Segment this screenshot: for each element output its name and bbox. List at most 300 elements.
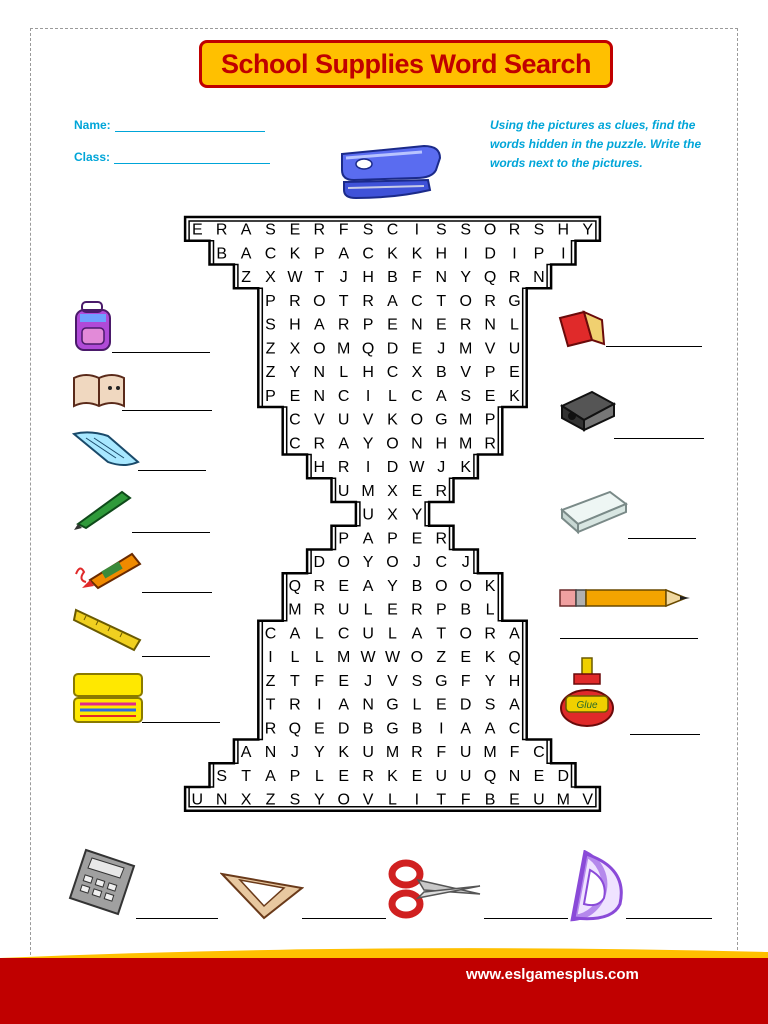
footer-band [0, 958, 768, 1024]
grid-letter[interactable]: G [508, 292, 521, 310]
grid-letter[interactable]: R [289, 696, 301, 714]
grid-letter[interactable]: B [460, 601, 472, 619]
grid-letter[interactable]: X [411, 364, 423, 382]
grid-letter[interactable]: C [289, 411, 301, 429]
grid-letter[interactable]: I [414, 221, 420, 239]
grid-letter[interactable]: P [387, 530, 398, 548]
grid-letter[interactable]: Z [265, 791, 276, 809]
grid-letter[interactable]: P [484, 411, 496, 429]
grid-letter[interactable]: H [362, 364, 374, 382]
grid-letter[interactable]: C [362, 245, 374, 263]
grid-letter[interactable]: N [435, 269, 448, 287]
grid-letter[interactable]: G [386, 720, 399, 738]
grid-letter[interactable]: R [264, 720, 277, 738]
grid-letter[interactable]: L [339, 364, 349, 382]
grid-letter[interactable]: O [459, 625, 472, 643]
grid-letter[interactable]: B [484, 791, 496, 809]
grid-letter[interactable]: R [313, 221, 326, 239]
grid-letter[interactable]: L [363, 601, 373, 619]
grid-letter[interactable]: N [362, 696, 374, 714]
answer-line-crayon[interactable] [142, 592, 212, 593]
grid-letter[interactable]: D [386, 340, 399, 358]
pencil-icon [558, 586, 694, 610]
grid-letter[interactable]: P [289, 767, 301, 785]
grid-letter[interactable]: R [313, 601, 326, 619]
grid-letter[interactable]: L [314, 649, 324, 667]
grid-letter[interactable]: Y [313, 791, 325, 809]
grid-letter[interactable]: G [386, 696, 399, 714]
grid-letter[interactable]: R [362, 767, 374, 785]
book-icon [72, 372, 126, 410]
grid-letter[interactable]: O [459, 577, 472, 595]
grid-letter[interactable]: Y [313, 744, 325, 762]
grid-letter[interactable]: C [386, 364, 399, 382]
grid-letter[interactable]: T [314, 269, 325, 287]
grid-letter[interactable]: B [216, 245, 228, 263]
grid-letter[interactable]: R [435, 482, 448, 500]
grid-letter[interactable]: C [411, 292, 423, 310]
pen-icon [72, 486, 134, 530]
grid-letter[interactable]: K [387, 411, 398, 429]
grid-letter[interactable]: A [240, 245, 252, 263]
grid-letter[interactable]: J [437, 459, 446, 477]
grid-letter[interactable]: C [289, 435, 301, 453]
triangle-icon [220, 862, 304, 920]
grid-letter[interactable]: V [460, 364, 472, 382]
grid-letter[interactable]: P [484, 364, 496, 382]
grid-letter[interactable]: T [290, 672, 300, 690]
grid-letter[interactable]: C [386, 221, 399, 239]
grid-letter[interactable]: X [387, 506, 398, 524]
answer-line-backpack[interactable] [112, 352, 210, 353]
grid-letter[interactable]: K [509, 387, 520, 405]
grid-letter[interactable]: H [508, 672, 521, 690]
grid-letter[interactable]: W [287, 269, 303, 287]
instructions-text: Using the pictures as clues, find the words hidden in the puzzle. Write the words next to the pictures. [490, 118, 702, 170]
grid-letter[interactable]: U [337, 411, 350, 429]
grid-letter[interactable]: L [485, 601, 495, 619]
grid-letter[interactable]: F [460, 791, 471, 809]
grid-letter[interactable]: K [411, 245, 423, 263]
grid-letter[interactable]: L [412, 696, 422, 714]
grid-letter[interactable]: F [509, 744, 520, 762]
grid-letter[interactable]: M [459, 411, 473, 429]
grid-letter[interactable]: I [365, 387, 371, 405]
grid-letter[interactable]: L [388, 625, 397, 643]
grid-letter[interactable]: M [288, 601, 302, 619]
grid-letter[interactable]: A [289, 625, 301, 643]
grid-letter[interactable]: A [509, 696, 520, 714]
grid-letter[interactable]: R [508, 269, 521, 287]
grid-letter[interactable]: C [508, 720, 521, 738]
grid-letter[interactable]: E [387, 601, 398, 619]
ruler-icon [72, 606, 142, 652]
grid-letter[interactable]: Z [265, 340, 276, 358]
grid-letter[interactable]: A [460, 720, 472, 738]
grid-letter[interactable]: A [313, 316, 325, 334]
grid-letter[interactable]: R [313, 435, 326, 453]
grid-letter[interactable]: N [484, 316, 496, 334]
grid-letter[interactable]: M [483, 744, 497, 762]
eraser-icon [558, 310, 606, 348]
answer-line-sharpener[interactable] [614, 438, 704, 439]
name-label: Name: [74, 118, 111, 132]
grid-letter[interactable]: P [533, 245, 545, 263]
grid-letter[interactable]: O [386, 554, 399, 572]
grid-letter[interactable]: R [337, 316, 350, 334]
grid-letter[interactable]: L [510, 316, 519, 334]
answer-line-glue[interactable] [630, 734, 700, 735]
class-label: Class: [74, 150, 111, 164]
answer-line-eraser-block[interactable] [628, 538, 696, 539]
grid-letter[interactable]: S [460, 221, 472, 239]
grid-letter[interactable]: R [484, 435, 496, 453]
grid-letter[interactable]: Y [362, 554, 374, 572]
grid-letter[interactable]: A [362, 577, 374, 595]
grid-letter[interactable]: E [411, 530, 423, 548]
grid-letter[interactable]: U [362, 625, 374, 643]
grid-letter[interactable]: R [362, 292, 374, 310]
grid-letter[interactable]: S [484, 696, 496, 714]
grid-letter[interactable]: Y [362, 435, 374, 453]
grid-letter[interactable]: D [337, 720, 350, 738]
grid-letter[interactable]: S [265, 221, 276, 239]
grid-letter[interactable]: Z [436, 649, 447, 667]
grid-letter[interactable]: U [362, 506, 374, 524]
grid-letter[interactable]: A [240, 744, 252, 762]
grid-letter[interactable]: J [364, 672, 373, 690]
answer-line-book[interactable] [122, 410, 212, 411]
grid-letter[interactable]: H [313, 459, 326, 477]
grid-letter[interactable]: O [483, 221, 497, 239]
footer-url[interactable]: www.eslgamesplus.com [466, 966, 639, 983]
grid-letter[interactable]: P [362, 316, 374, 334]
grid-letter[interactable]: S [411, 672, 423, 690]
grid-letter[interactable]: B [411, 720, 423, 738]
grid-letter[interactable]: H [289, 316, 301, 334]
grid-letter[interactable]: C [411, 387, 423, 405]
grid-letter[interactable]: Y [460, 269, 472, 287]
grid-letter[interactable]: F [412, 269, 422, 287]
crayon-icon [72, 548, 144, 590]
grid-letter[interactable]: M [459, 435, 473, 453]
grid-letter[interactable]: N [215, 791, 228, 809]
grid-letter[interactable]: Y [289, 364, 301, 382]
grid-letter[interactable]: R [435, 530, 448, 548]
grid-letter[interactable]: E [509, 364, 520, 382]
grid-letter[interactable]: C [264, 625, 277, 643]
grid-letter[interactable]: V [313, 411, 325, 429]
grid-letter[interactable]: F [338, 221, 349, 239]
grid-letter[interactable]: D [557, 767, 570, 785]
grid-letter[interactable]: E [191, 221, 203, 239]
grid-letter[interactable]: R [411, 601, 423, 619]
grid-letter[interactable]: T [265, 696, 276, 714]
grid-letter[interactable]: P [265, 292, 276, 310]
grid-letter[interactable]: A [362, 530, 374, 548]
grid-letter[interactable]: J [339, 269, 348, 287]
grid-letter[interactable]: E [338, 767, 350, 785]
glue-icon [558, 656, 616, 730]
grid-letter[interactable]: R [484, 292, 496, 310]
grid-letter[interactable]: F [314, 672, 325, 690]
grid-letter[interactable]: R [508, 221, 521, 239]
grid-letter[interactable]: I [439, 720, 444, 738]
grid-letter[interactable]: E [411, 340, 423, 358]
grid-letter[interactable]: E [484, 387, 496, 405]
grid-letter[interactable]: D [484, 245, 496, 263]
grid-letter[interactable]: I [268, 649, 273, 667]
grid-letter[interactable]: J [412, 554, 421, 572]
grid-letter[interactable]: R [215, 221, 228, 239]
grid-letter[interactable]: I [561, 245, 566, 263]
grid-letter[interactable]: A [509, 625, 520, 643]
answer-line-scissors[interactable] [484, 918, 568, 919]
eraser-block-icon [558, 488, 630, 536]
grid-letter[interactable]: E [435, 696, 447, 714]
grid-letter[interactable]: K [484, 649, 496, 667]
grid-letter[interactable]: Q [508, 649, 521, 667]
grid-letter[interactable]: U [191, 791, 204, 809]
grid-letter[interactable]: P [313, 245, 325, 263]
grid-letter[interactable]: U [337, 601, 350, 619]
grid-letter[interactable]: M [385, 744, 400, 762]
grid-letter[interactable]: V [362, 791, 374, 809]
grid-letter[interactable]: K [289, 245, 301, 263]
grid-letter[interactable]: U [459, 767, 472, 785]
grid-letter[interactable]: C [533, 744, 545, 762]
grid-letter[interactable]: E [289, 387, 301, 405]
backpack-icon [72, 300, 114, 354]
grid-letter[interactable]: S [460, 387, 472, 405]
grid-letter[interactable]: C [337, 387, 350, 405]
grid-letter[interactable]: Q [361, 340, 375, 358]
grid-letter[interactable]: I [414, 791, 420, 809]
grid-letter[interactable]: E [387, 316, 398, 334]
grid-letter[interactable]: Y [484, 672, 496, 690]
grid-letter[interactable]: O [459, 292, 472, 310]
grid-letter[interactable]: K [338, 744, 350, 762]
grid-letter[interactable]: E [289, 221, 301, 239]
grid-letter[interactable]: R [289, 292, 301, 310]
grid-letter[interactable]: O [386, 435, 399, 453]
grid-letter[interactable]: O [313, 292, 326, 310]
grid-letter[interactable]: E [313, 720, 325, 738]
grid-letter[interactable]: T [436, 625, 447, 643]
grid-letter[interactable]: I [365, 459, 371, 477]
grid-letter[interactable]: A [338, 696, 350, 714]
grid-letter[interactable]: K [387, 767, 398, 785]
sharpener-icon [558, 388, 616, 432]
grid-letter[interactable]: N [508, 767, 521, 785]
grid-letter[interactable]: X [265, 269, 276, 287]
grid-letter[interactable]: I [317, 696, 322, 714]
grid-letter[interactable]: W [409, 459, 425, 477]
grid-letter[interactable]: O [337, 791, 350, 809]
grid-letter[interactable]: D [459, 696, 472, 714]
grid-letter[interactable]: K [460, 459, 472, 477]
grid-letter[interactable]: R [411, 744, 423, 762]
scissors-icon [388, 856, 484, 920]
grid-letter[interactable]: D [386, 459, 399, 477]
grid-letter[interactable]: B [387, 269, 398, 287]
grid-letter[interactable]: J [461, 554, 470, 572]
grid-letter[interactable]: Q [483, 269, 497, 287]
grid-letter[interactable]: O [337, 554, 350, 572]
grid-letter[interactable]: A [435, 387, 447, 405]
answer-line-pencil[interactable] [560, 638, 698, 639]
grid-letter[interactable]: B [411, 577, 423, 595]
grid-letter[interactable]: S [533, 221, 545, 239]
grid-letter[interactable]: U [533, 791, 545, 809]
grid-letter[interactable]: G [435, 672, 448, 690]
grid-letter[interactable]: R [313, 577, 326, 595]
grid-letter[interactable]: E [435, 316, 447, 334]
grid-letter[interactable]: L [314, 767, 324, 785]
grid-letter[interactable]: J [290, 744, 299, 762]
grid-letter[interactable]: T [241, 767, 251, 785]
grid-letter[interactable]: T [436, 791, 447, 809]
svg-text:Glue: Glue [576, 700, 598, 711]
grid-letter[interactable]: O [410, 649, 424, 667]
grid-letter[interactable]: S [435, 221, 447, 239]
grid-letter[interactable]: M [337, 340, 351, 358]
grid-letter[interactable]: U [362, 744, 374, 762]
grid-letter[interactable]: C [435, 554, 448, 572]
answer-line-pencil-case[interactable] [142, 722, 220, 723]
grid-letter[interactable]: N [533, 269, 545, 287]
grid-letter[interactable]: N [313, 387, 326, 405]
grid-letter[interactable]: F [460, 672, 471, 690]
grid-letter[interactable]: C [264, 245, 277, 263]
grid-letter[interactable]: Z [241, 269, 251, 287]
grid-letter[interactable]: M [361, 482, 375, 500]
grid-letter[interactable]: U [508, 340, 521, 358]
answer-line-pen[interactable] [132, 532, 210, 533]
calculator-icon [66, 846, 138, 918]
grid-letter[interactable]: Q [288, 720, 302, 738]
grid-letter[interactable]: P [265, 387, 276, 405]
grid-letter[interactable]: O [410, 411, 424, 429]
grid-letter[interactable]: J [437, 340, 446, 358]
grid-letter[interactable]: A [411, 625, 423, 643]
grid-letter[interactable]: B [362, 720, 374, 738]
grid-letter[interactable]: S [362, 221, 374, 239]
grid-letter[interactable]: T [338, 292, 349, 310]
grid-letter[interactable]: V [362, 411, 374, 429]
grid-letter[interactable]: M [556, 791, 570, 809]
grid-letter[interactable]: W [360, 649, 376, 667]
grid-letter[interactable]: E [411, 482, 423, 500]
grid-letter[interactable]: L [314, 625, 324, 643]
grid-letter[interactable]: X [387, 482, 398, 500]
grid-letter[interactable]: T [436, 292, 447, 310]
grid-letter[interactable]: X [240, 791, 252, 809]
grid-letter[interactable]: E [509, 791, 520, 809]
grid-letter[interactable]: O [313, 340, 326, 358]
grid-letter[interactable]: V [387, 672, 398, 690]
grid-letter[interactable]: A [265, 767, 276, 785]
grid-letter[interactable]: S [216, 767, 228, 785]
grid-letter[interactable]: M [337, 649, 351, 667]
grid-letter[interactable]: U [337, 482, 350, 500]
grid-letter[interactable]: Y [387, 577, 398, 595]
answer-line-paper[interactable] [138, 470, 206, 471]
grid-letter[interactable]: E [533, 767, 545, 785]
grid-letter[interactable]: M [459, 340, 473, 358]
page-title: School Supplies Word Search [220, 48, 592, 79]
pencil-case-icon [72, 670, 144, 726]
grid-letter[interactable]: B [435, 364, 447, 382]
grid-letter[interactable]: L [290, 649, 300, 667]
grid-letter[interactable]: E [411, 767, 423, 785]
answer-line-ruler[interactable] [142, 656, 210, 657]
grid-letter[interactable]: F [436, 744, 447, 762]
answer-line-protractor[interactable] [626, 918, 712, 919]
answer-line-calculator[interactable] [136, 918, 218, 919]
grid-letter[interactable]: H [362, 269, 374, 287]
grid-letter[interactable]: V [582, 791, 594, 809]
answer-line-triangle[interactable] [302, 918, 386, 919]
grid-letter[interactable]: A [338, 435, 350, 453]
grid-letter[interactable]: P [338, 530, 350, 548]
grid-letter[interactable]: Z [265, 672, 276, 690]
grid-letter[interactable]: S [265, 316, 276, 334]
grid-letter[interactable]: H [557, 221, 570, 239]
grid-letter[interactable]: Q [288, 577, 302, 595]
grid-letter[interactable]: G [435, 411, 448, 429]
grid-letter[interactable]: S [289, 791, 301, 809]
grid-letter[interactable]: X [289, 340, 301, 358]
grid-letter[interactable]: I [512, 245, 517, 263]
grid-letter[interactable]: L [388, 791, 397, 809]
grid-letter[interactable]: H [435, 435, 448, 453]
grid-letter[interactable]: N [411, 316, 423, 334]
grid-letter[interactable]: A [338, 245, 350, 263]
grid-letter[interactable]: R [337, 459, 350, 477]
grid-letter[interactable]: K [484, 577, 496, 595]
grid-letter[interactable]: A [387, 292, 398, 310]
grid-letter[interactable]: V [484, 340, 496, 358]
grid-letter[interactable]: H [435, 245, 448, 263]
answer-line-eraser[interactable] [606, 346, 702, 347]
grid-letter[interactable]: R [459, 316, 472, 334]
grid-letter[interactable]: Q [483, 767, 497, 785]
grid-letter[interactable]: P [435, 601, 447, 619]
grid-letter[interactable]: R [484, 625, 496, 643]
grid-letter[interactable]: N [264, 744, 277, 762]
grid-letter[interactable]: E [338, 577, 350, 595]
grid-letter[interactable]: I [463, 245, 468, 263]
grid-letter[interactable]: O [435, 577, 448, 595]
grid-letter[interactable]: Z [265, 364, 276, 382]
grid-letter[interactable]: Y [582, 221, 594, 239]
grid-letter[interactable]: L [388, 387, 397, 405]
grid-letter[interactable]: W [384, 649, 401, 667]
grid-letter[interactable]: D [313, 554, 326, 572]
grid-letter[interactable]: K [387, 245, 398, 263]
grid-letter[interactable]: C [337, 625, 350, 643]
grid-letter[interactable]: N [313, 364, 326, 382]
grid-letter[interactable]: E [338, 672, 350, 690]
grid-letter[interactable]: A [484, 720, 496, 738]
grid-letter[interactable]: N [411, 435, 423, 453]
grid-letter[interactable]: E [460, 649, 472, 667]
grid-letter[interactable]: A [240, 221, 252, 239]
grid-letter[interactable]: U [459, 744, 472, 762]
grid-letter[interactable]: U [435, 767, 448, 785]
grid-letter[interactable]: Y [411, 506, 423, 524]
